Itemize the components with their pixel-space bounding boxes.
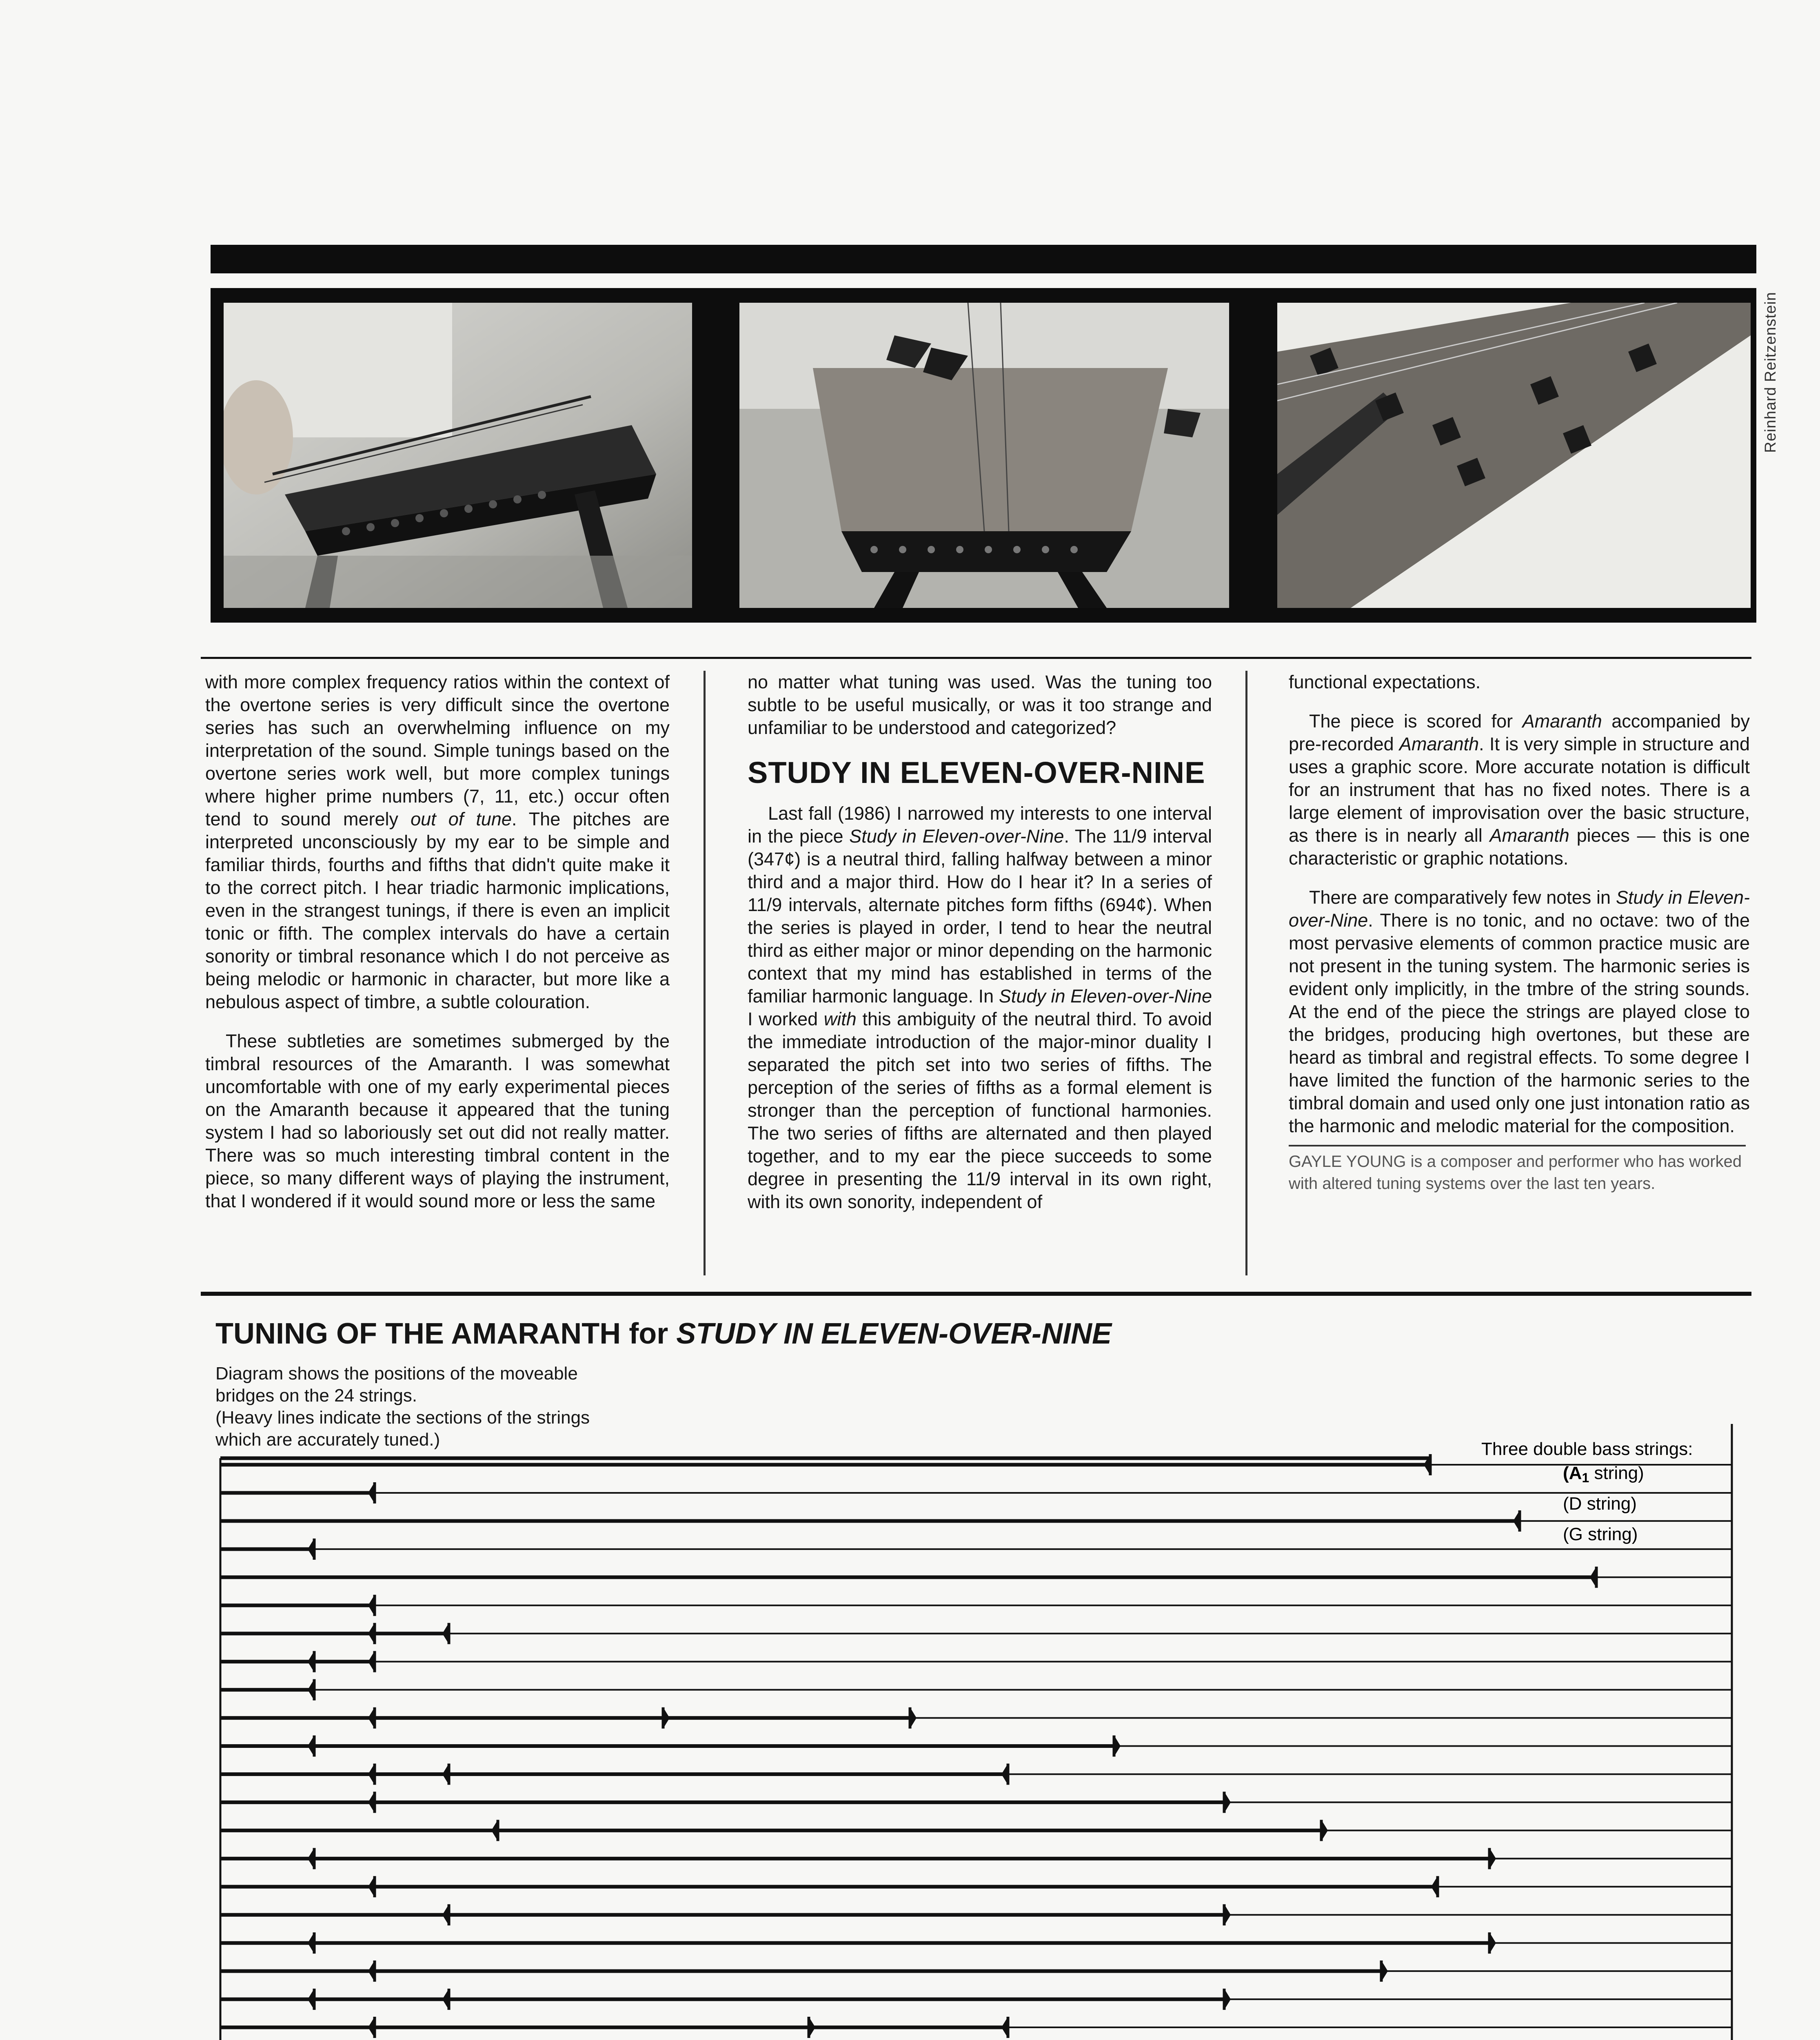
- text: The piece is scored for: [1309, 711, 1513, 732]
- bridge-marker: [663, 1707, 670, 1729]
- bass-string-a1-label: [1563, 1463, 1644, 1485]
- description-line: bridges on the 24 strings.: [215, 1386, 417, 1406]
- bridge-marker: [809, 2017, 815, 2038]
- bridge-marker: [442, 1904, 449, 1925]
- bass-string-g-label: (G string): [1563, 1524, 1638, 1544]
- bridge-marker: [308, 1679, 314, 1701]
- bridge-marker: [368, 1482, 375, 1503]
- emphasis: Amaranth: [1399, 734, 1479, 754]
- bridge-marker: [368, 1595, 375, 1616]
- bridge-marker: [442, 1623, 449, 1644]
- text: . It is very simple in structure and uses a graphic score. More accurate notation is difficult for an instrument that has no fixed notes. There is a large element of improvisation over the basic structure, as there is in nearly all: [1289, 734, 1750, 846]
- text: Last fall (1986) I narrowed my interests to one interval in the piece: [748, 803, 1212, 847]
- bridge-marker: [442, 1763, 449, 1785]
- label-subscript: 1: [1582, 1470, 1589, 1485]
- paragraph: These subtleties are sometimes submerged by the timbral resources of the Amaranth. I was somewhat uncomfortable with one of my early experimental pieces on the Amaranth because it appeared that the tuning system I had so laboriously set out did not really matter. There was so much interesting timbral content in the piece, so many different ways of playing the instrument, that I wondered if it would sound more or less the same: [205, 1031, 670, 1211]
- bridge-marker: [1431, 1876, 1438, 1897]
- bridge-marker: [368, 1792, 375, 1813]
- text: I worked: [748, 1009, 818, 1029]
- bridge-marker: [1001, 1763, 1008, 1785]
- emphasis: Amaranth: [1522, 711, 1602, 732]
- bridge-marker: [368, 1876, 375, 1897]
- emphasis: Amaranth: [1489, 825, 1569, 846]
- text: with more complex frequency ratios within the context of the overtone series is very difficult since the overtone series has such an overwhelming influence on my interpretation of the sound. Simple tunings based on the overtone series work well, but more complex tunings where higher prime numbers (7, 11, etc.) occur often tend to sound merely: [205, 672, 670, 829]
- string-lines: [220, 1424, 1732, 2040]
- emphasis: out of tune: [411, 809, 512, 829]
- title-text: TUNING OF THE AMARANTH for: [215, 1317, 668, 1350]
- description-line: (Heavy lines indicate the sections of the strings: [215, 1408, 590, 1428]
- section-heading: STUDY IN ELEVEN-OVER-NINE: [748, 756, 1205, 789]
- bridge-marker: [308, 1539, 314, 1560]
- bridge-marker: [1224, 1989, 1231, 2010]
- bridge-marker: [1489, 1932, 1496, 1954]
- photo-credit: Reinhard Reitzenstein: [1762, 292, 1779, 453]
- paragraph: functional expectations.: [1289, 672, 1481, 692]
- text: . The 11/9 interval (347¢) is a neutral third, falling halfway between a minor third and a major third. How do I hear it? In a series of 11/9 intervals, alternate pitches form fifths (694¢). When the series is played in order, I tend to hear the neutral third as either major or minor depending on the harmonic context that my mind has established in terms of the familiar harmonic language. In: [748, 826, 1212, 1007]
- bridge-marker: [1513, 1510, 1520, 1532]
- emphasis: with: [823, 1009, 857, 1029]
- bridge-marker: [1381, 1960, 1388, 1982]
- bridge-marker: [442, 1989, 449, 2010]
- bridge-marker: [308, 1848, 314, 1869]
- bridge-marker: [491, 1820, 498, 1841]
- bridge-marker: [308, 1989, 314, 2010]
- paragraph: no matter what tuning was used. Was the tuning too subtle to be useful musically, or was it too strange and unfamiliar to be understood and categorized?: [748, 672, 1212, 738]
- bridge-marker: [308, 1736, 314, 1757]
- bridge-marker: [1321, 1820, 1328, 1841]
- emphasis: Study in Eleven-over-Nine: [849, 826, 1064, 847]
- description-line: Diagram shows the positions of the moveable: [215, 1364, 578, 1384]
- text: this ambiguity of the neutral third. To avoid the immediate introduction of the major-minor duality I separated the pitch set into two series of fifths. The perception of the series of fifths as a formal element is stronger than the perception of functional harmonies. The two series of fifths are alternated and then played together, and to my ear the piece succeeds to some degree in presenting the 11/9 interval in its own right, with its own sonority, independent of: [748, 1009, 1212, 1212]
- bridge-marker: [308, 1932, 314, 1954]
- text: . The pitches are interpreted unconsciously by my ear to be simple and familiar thirds, fourths and fifths that didn't quite make it to the correct pitch. I hear triadic harmonic implications, even in the strangest tunings, if there is even an implicit tonic or fifth. The complex intervals do have a certain sonority or timbral resonance which I do not perceive as being melodic or harmonic in character, but more like a nebulous aspect of timbre, a subtle colouration.: [205, 809, 670, 1012]
- bridge-marker: [1001, 2017, 1008, 2038]
- label-part: (A: [1563, 1463, 1582, 1483]
- bridge-marker: [368, 2017, 375, 2038]
- bridge-marker: [1590, 1567, 1596, 1588]
- bridge-marker: [1489, 1848, 1496, 1869]
- emphasis: Study in Eleven-over-Nine: [1289, 887, 1750, 931]
- text: accompanied by pre-recorded: [1289, 711, 1750, 754]
- text: . There is no tonic, and no octave: two of the most pervasive elements of common practice music are not present in the tuning system. The harmonic series is evident only implicitly, in the tmbre of the string sounds. At the end of the piece the strings are played close to the bridges, producing high overtones, but these are heard as timbral and registral effects. To some degree I have limited the function of the harmonic series to the timbral domain and used only one just intonation ratio as the harmonic and melodic material for the composition.: [1289, 910, 1750, 1136]
- author-bio: GAYLE YOUNG is a composer and performer who has worked with altered tuning systems over the last ten years.: [1289, 1153, 1742, 1193]
- bass-strings-label: Three double bass strings:: [1481, 1439, 1693, 1459]
- bridge-marker: [368, 1960, 375, 1982]
- title-emphasis: STUDY IN ELEVEN-OVER-NINE: [676, 1317, 1112, 1350]
- bass-string-d-label: (D string): [1563, 1494, 1637, 1514]
- bridge-marker: [910, 1707, 917, 1729]
- bridge-marker: [368, 1707, 375, 1729]
- text: There are comparatively few notes in: [1309, 887, 1611, 908]
- bridge-marker: [1224, 1792, 1231, 1813]
- bridge-marker: [368, 1763, 375, 1785]
- bridge-marker: [368, 1623, 375, 1644]
- emphasis: Study in Eleven-over-Nine: [999, 986, 1212, 1007]
- bridge-marker: [1114, 1736, 1121, 1757]
- label-part: string): [1589, 1463, 1644, 1483]
- description-line: which are accurately tuned.): [215, 1430, 440, 1450]
- bridge-marker: [1224, 1904, 1231, 1925]
- bridge-marker: [368, 1651, 375, 1672]
- text: pieces — this is one characteristic or graphic notations.: [1289, 825, 1750, 869]
- bridge-marker: [308, 1651, 314, 1672]
